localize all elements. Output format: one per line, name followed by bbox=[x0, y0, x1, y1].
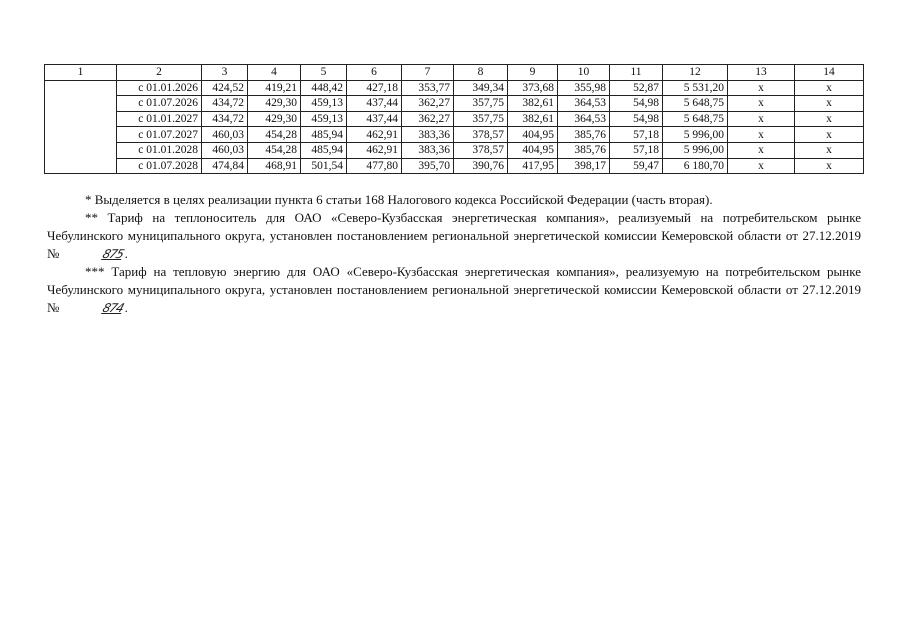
value-cell: 355,98 bbox=[558, 80, 610, 96]
footnotes bbox=[47, 191, 861, 317]
table-row bbox=[45, 111, 864, 127]
table-row bbox=[45, 127, 864, 143]
footnote-1: * Выделяется в целях реализации пункта 6 статьи 168 Налогового кодекса Российской Федерации (часть вторая). bbox=[85, 192, 713, 207]
footnote-3-end: . bbox=[124, 300, 128, 315]
value-cell: 454,28 bbox=[248, 127, 301, 143]
value-cell: 364,53 bbox=[558, 111, 610, 127]
value-cell: 417,95 bbox=[508, 158, 558, 174]
value-cell: 373,68 bbox=[508, 80, 558, 96]
value-cell: 59,47 bbox=[610, 158, 663, 174]
value-cell: x bbox=[795, 127, 864, 143]
column-header: 4 bbox=[248, 65, 301, 81]
value-cell: 460,03 bbox=[202, 127, 248, 143]
period-cell: с 01.07.2027 bbox=[117, 127, 202, 143]
value-cell: 459,13 bbox=[301, 111, 347, 127]
column-header: 13 bbox=[728, 65, 795, 81]
period-cell: с 01.07.2028 bbox=[117, 158, 202, 174]
column-header: 8 bbox=[454, 65, 508, 81]
value-cell: 448,42 bbox=[301, 80, 347, 96]
value-cell: 459,13 bbox=[301, 96, 347, 112]
value-cell: 424,52 bbox=[202, 80, 248, 96]
value-cell: 474,84 bbox=[202, 158, 248, 174]
value-cell: 437,44 bbox=[347, 96, 402, 112]
value-cell: 57,18 bbox=[610, 127, 663, 143]
column-header: 5 bbox=[301, 65, 347, 81]
value-cell: 362,27 bbox=[402, 111, 454, 127]
value-cell: 419,21 bbox=[248, 80, 301, 96]
value-cell: 5 648,75 bbox=[663, 111, 728, 127]
value-cell: 437,44 bbox=[347, 111, 402, 127]
value-cell: 357,75 bbox=[454, 111, 508, 127]
value-cell: 404,95 bbox=[508, 127, 558, 143]
value-cell: 5 996,00 bbox=[663, 127, 728, 143]
value-cell: 460,03 bbox=[202, 142, 248, 158]
value-cell: x bbox=[728, 80, 795, 96]
value-cell: 5 648,75 bbox=[663, 96, 728, 112]
value-cell: 434,72 bbox=[202, 111, 248, 127]
column-header: 10 bbox=[558, 65, 610, 81]
value-cell: 404,95 bbox=[508, 142, 558, 158]
period-cell: с 01.01.2026 bbox=[117, 80, 202, 96]
value-cell: x bbox=[795, 158, 864, 174]
table-body bbox=[45, 80, 864, 174]
value-cell: 353,77 bbox=[402, 80, 454, 96]
table-row bbox=[45, 96, 864, 112]
value-cell: x bbox=[728, 142, 795, 158]
value-cell: 395,70 bbox=[402, 158, 454, 174]
value-cell: 468,91 bbox=[248, 158, 301, 174]
value-cell: 5 996,00 bbox=[663, 142, 728, 158]
column-header: 6 bbox=[347, 65, 402, 81]
footnote-3-text: *** Тариф на тепловую энергию для ОАО «Северо-Кузбасская энергетическая компания», реализуемую на потребительском рынке Чебулинского муниципального округа, установлен постановлением региональной энергетической комиссии Кемеровской области от 27.12.2019 № bbox=[47, 264, 861, 315]
column-header: 3 bbox=[202, 65, 248, 81]
value-cell: 5 531,20 bbox=[663, 80, 728, 96]
value-cell: 462,91 bbox=[347, 142, 402, 158]
table-row bbox=[45, 158, 864, 174]
value-cell: 427,18 bbox=[347, 80, 402, 96]
footnote-2 bbox=[47, 209, 861, 263]
value-cell: 362,27 bbox=[402, 96, 454, 112]
value-cell: 378,57 bbox=[454, 142, 508, 158]
value-cell: 383,36 bbox=[402, 142, 454, 158]
value-cell: 462,91 bbox=[347, 127, 402, 143]
footnote-2-text: ** Тариф на теплоноситель для ОАО «Северо-Кузбасская энергетическая компания», реализуемый на потребительском рынке Чебулинского муниципального округа, установлен постановлением региональной энергетической комиссии Кемеровской области от 27.12.2019 № bbox=[47, 210, 861, 261]
value-cell: 382,61 bbox=[508, 111, 558, 127]
value-cell: 501,54 bbox=[301, 158, 347, 174]
value-cell: 429,30 bbox=[248, 96, 301, 112]
merged-empty-cell bbox=[45, 80, 117, 174]
table-row bbox=[45, 142, 864, 158]
table-row bbox=[45, 80, 864, 96]
value-cell: 390,76 bbox=[454, 158, 508, 174]
value-cell: 378,57 bbox=[454, 127, 508, 143]
value-cell: x bbox=[728, 127, 795, 143]
column-header: 11 bbox=[610, 65, 663, 81]
value-cell: 485,94 bbox=[301, 127, 347, 143]
column-header: 2 bbox=[117, 65, 202, 81]
period-cell: с 01.01.2027 bbox=[117, 111, 202, 127]
value-cell: x bbox=[728, 111, 795, 127]
value-cell: x bbox=[795, 80, 864, 96]
value-cell: 54,98 bbox=[610, 96, 663, 112]
column-header: 9 bbox=[508, 65, 558, 81]
value-cell: 385,76 bbox=[558, 142, 610, 158]
value-cell: 357,75 bbox=[454, 96, 508, 112]
value-cell: 429,30 bbox=[248, 111, 301, 127]
value-cell: x bbox=[728, 96, 795, 112]
value-cell: 57,18 bbox=[610, 142, 663, 158]
handwritten-number: 874 bbox=[100, 301, 125, 315]
column-header: 1 bbox=[45, 65, 117, 81]
value-cell: 6 180,70 bbox=[663, 158, 728, 174]
value-cell: 434,72 bbox=[202, 96, 248, 112]
handwritten-number: 875 bbox=[100, 247, 125, 261]
header-row bbox=[45, 65, 864, 81]
value-cell: 382,61 bbox=[508, 96, 558, 112]
period-cell: с 01.07.2026 bbox=[117, 96, 202, 112]
value-cell: 485,94 bbox=[301, 142, 347, 158]
footnote-3 bbox=[47, 263, 861, 317]
footnote-2-end: . bbox=[124, 246, 128, 261]
value-cell: x bbox=[795, 96, 864, 112]
value-cell: 54,98 bbox=[610, 111, 663, 127]
value-cell: 364,53 bbox=[558, 96, 610, 112]
value-cell: 52,87 bbox=[610, 80, 663, 96]
value-cell: 383,36 bbox=[402, 127, 454, 143]
value-cell: 477,80 bbox=[347, 158, 402, 174]
value-cell: 398,17 bbox=[558, 158, 610, 174]
tariff-table bbox=[44, 64, 864, 174]
column-header: 12 bbox=[663, 65, 728, 81]
value-cell: 349,34 bbox=[454, 80, 508, 96]
value-cell: x bbox=[795, 111, 864, 127]
period-cell: с 01.01.2028 bbox=[117, 142, 202, 158]
value-cell: x bbox=[795, 142, 864, 158]
column-header: 7 bbox=[402, 65, 454, 81]
value-cell: 385,76 bbox=[558, 127, 610, 143]
value-cell: x bbox=[728, 158, 795, 174]
column-header: 14 bbox=[795, 65, 864, 81]
value-cell: 454,28 bbox=[248, 142, 301, 158]
